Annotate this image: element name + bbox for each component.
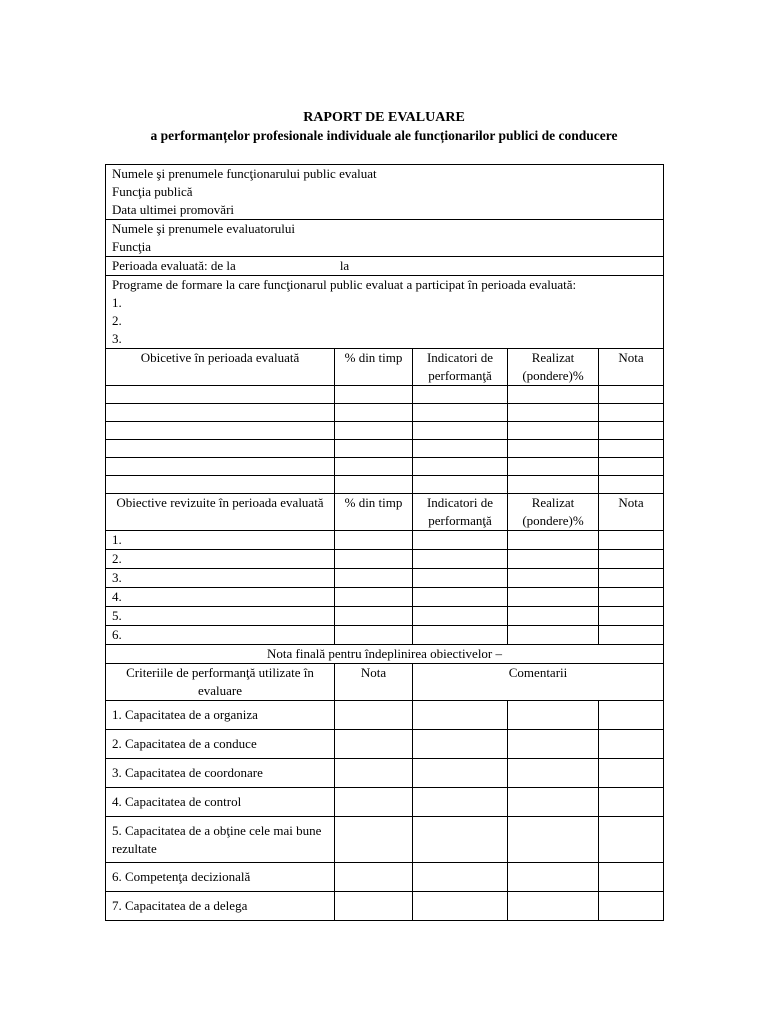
criterion-label: 7. Capacitatea de a delega xyxy=(106,892,335,921)
training-item: 1. xyxy=(112,295,122,310)
comments-col-header: Comentarii xyxy=(413,664,664,701)
last-promotion-label: Data ultimei promovări xyxy=(112,202,235,217)
evaluated-name-label: Numele şi prenumele funcţionarului public evaluat xyxy=(112,166,377,181)
period-to-label: la xyxy=(339,258,350,273)
final-note-row xyxy=(106,645,664,664)
revised-item-number[interactable]: 5. xyxy=(106,607,335,626)
criterion-label: 1. Capacitatea de a organiza xyxy=(106,701,335,730)
criterion-label: 5. Capacitatea de a obţine cele mai bune rezultate xyxy=(106,817,335,863)
objectives-col-header: Obicetive în perioada evaluată xyxy=(106,349,335,386)
document-title: RAPORT DE EVALUARE xyxy=(303,110,465,125)
revised-objective-row xyxy=(106,531,664,550)
revised-item-number[interactable]: 1. xyxy=(106,531,335,550)
grade-col-header: Nota xyxy=(599,349,664,386)
criterion-row xyxy=(106,863,664,892)
document-subtitle: a performanțelor profesionale individuale ale funcționarilor publici de conducere xyxy=(150,128,618,143)
revised-objectives-col-header: Obiective revizuite în perioada evaluată xyxy=(106,494,335,531)
evaluated-info-row xyxy=(106,165,664,220)
revised-item-number[interactable]: 3. xyxy=(106,569,335,588)
period-row xyxy=(106,257,664,276)
criterion-label: 6. Competenţa decizională xyxy=(106,863,335,892)
objective-row xyxy=(106,404,664,422)
achieved-col-header: Realizat (pondere)% xyxy=(508,494,599,531)
objective-row xyxy=(106,386,664,404)
revised-objective-row xyxy=(106,626,664,645)
criterion-label: 4. Capacitatea de control xyxy=(106,788,335,817)
criterion-row xyxy=(106,759,664,788)
objective-row xyxy=(106,440,664,458)
training-row xyxy=(106,276,664,349)
criterion-label: 2. Capacitatea de a conduce xyxy=(106,730,335,759)
criterion-row xyxy=(106,788,664,817)
criteria-col-header: Criteriile de performanţă utilizate în evaluare xyxy=(106,664,335,701)
evaluator-name-label: Numele şi prenumele evaluatorului xyxy=(112,221,296,236)
criterion-row xyxy=(106,701,664,730)
time-col-header: % din timp xyxy=(335,349,413,386)
criterion-label: 3. Capacitatea de coordonare xyxy=(106,759,335,788)
indicators-col-header: Indicatori de performanţă xyxy=(413,349,508,386)
revised-objective-row xyxy=(106,588,664,607)
evaluator-info-row xyxy=(106,220,664,257)
final-note-cell[interactable]: Nota finală pentru îndeplinirea obiectivelor – xyxy=(106,645,664,664)
revised-objective-row xyxy=(106,569,664,588)
evaluation-form-table xyxy=(105,164,664,921)
training-cell[interactable] xyxy=(106,276,664,349)
objective-row xyxy=(106,422,664,440)
revised-objective-row xyxy=(106,550,664,569)
revised-header-row xyxy=(106,494,664,531)
grade-col-header: Nota xyxy=(599,494,664,531)
revised-item-number[interactable]: 4. xyxy=(106,588,335,607)
criterion-row xyxy=(106,817,664,863)
revised-item-number[interactable]: 2. xyxy=(106,550,335,569)
training-item: 2. xyxy=(112,313,122,328)
criterion-row xyxy=(106,892,664,921)
criteria-grade-col-header: Nota xyxy=(335,664,413,701)
evaluator-position-label: Funcţia xyxy=(112,239,151,254)
public-position-label: Funcţia publică xyxy=(112,184,193,199)
objective-row xyxy=(106,458,664,476)
objectives-header-row xyxy=(106,349,664,386)
evaluated-info-cell[interactable] xyxy=(106,165,664,220)
evaluator-info-cell[interactable] xyxy=(106,220,664,257)
criterion-row xyxy=(106,730,664,759)
training-heading: Programe de formare la care funcţionarul public evaluat a participat în perioada evaluată: xyxy=(112,277,577,292)
criteria-header-row xyxy=(106,664,664,701)
revised-objective-row xyxy=(106,607,664,626)
achieved-col-header: Realizat (pondere)% xyxy=(508,349,599,386)
period-from-label: Perioada evaluată: de la xyxy=(112,258,236,273)
objective-row xyxy=(106,476,664,494)
period-cell[interactable] xyxy=(106,257,664,276)
time-col-header: % din timp xyxy=(335,494,413,531)
training-item: 3. xyxy=(112,331,122,346)
indicators-col-header: Indicatori de performanţă xyxy=(413,494,508,531)
revised-item-number[interactable]: 6. xyxy=(106,626,335,645)
